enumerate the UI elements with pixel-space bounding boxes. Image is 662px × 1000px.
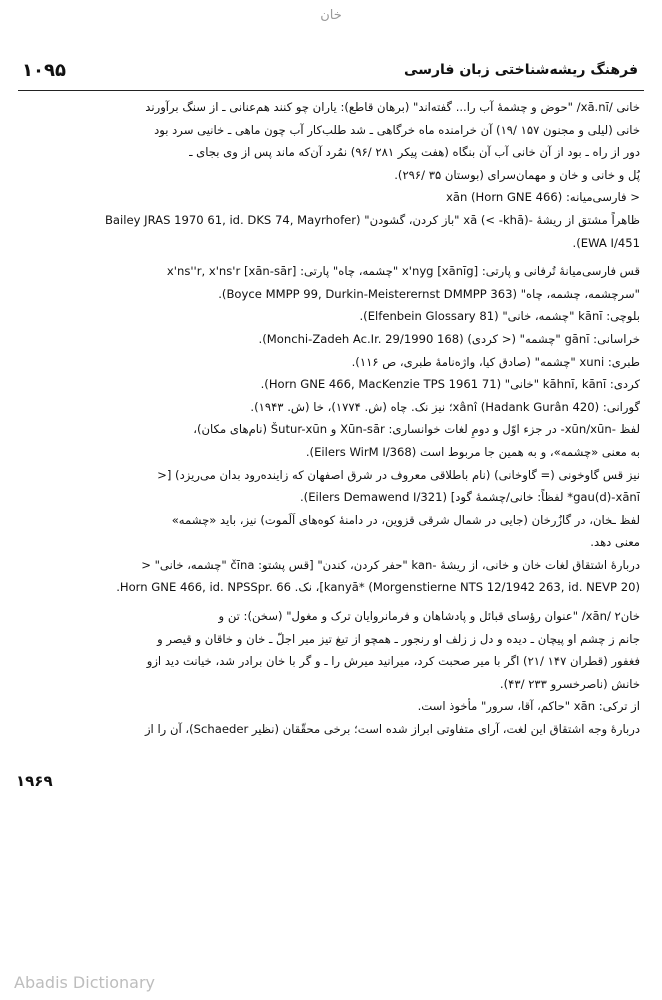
entry-line: خانی /xā.nī/ "حوض و چشمهٔ آب را... گفته‌اند" (برهان قاطع): یاران چو کنند هم‌عنانی ـ از سنگ برآورند bbox=[145, 100, 640, 114]
top-headword: خان bbox=[320, 8, 342, 23]
entry-line: خان۲ /xān/ "عنوان رؤسای قبائل و پادشاهان و فرمانروایان ترک و مغول" (سخن): تن و bbox=[218, 609, 640, 624]
entry-line: بلوچی: kānī "چشمه، خانی" (Elfenbein Glossary 81). bbox=[359, 309, 640, 324]
entry-body bbox=[20, 96, 640, 741]
page-number: ۱۰۹۵ bbox=[22, 60, 66, 81]
entry-line: خراسانی: gānī "چشمه" (< کردی) (Monchi-Zadeh Ac.Ir. 29/1990 168). bbox=[258, 331, 640, 346]
entry-line: gau(d)-xānī* لفظاً: خانی/چشمهٔ گود] (Eilers Demawend I/321). bbox=[299, 490, 640, 505]
entry-line: دور از راه ـ بود از آن خانی آب آن بنگاه (هفت پیکر ۲۸۱ /۹۶) نمُرد آن‌که ماند پس از وی بجای ـ bbox=[189, 145, 640, 160]
entry-line: از ترکی: xān "حاکم، آقا، سرور" مأخوذ است. bbox=[417, 699, 640, 714]
entry-line: کردی: kāhnī, kānī "خانی" (Horn GNE 466, MacKenzie TPS 1961 71). bbox=[260, 377, 640, 392]
entry-line: خانی (لیلی و مجنون ۱۵۷ /۱۹) آن خرامنده ماه خرگاهی ـ شد طلب‌کار آب چون ماهی ـ خانیی سرد بود bbox=[154, 122, 640, 137]
entry-line: kanyā* (Morgenstierne NTS 12/1942 263, id. NEVP 20)]، نک. Horn GNE 466, id. NPSSpr. 66. bbox=[116, 580, 640, 595]
entry-line: فغفور (قطران ۱۴۷ /۲۱) اگر با میر صحبت کرد، میرانید میرش را ـ و گر با خان برادر شد، خیانت دید ازو bbox=[146, 654, 640, 669]
entry-line: دربارهٔ وجه اشتقاق این لغت، آرای متفاوتی ابراز شده است؛ برخی محقّقان (نظیر Schaeder)، آن را از bbox=[144, 722, 640, 737]
margin-entry-number: ۱۹۶۹ bbox=[16, 772, 53, 790]
entry-line: پُل و خانی و خان و مهمان‌سرای (بوستان ۳۵ /۲۹۶). bbox=[394, 167, 640, 182]
entry-line: ظاهراً مشتق از ریشهٔ -xā (< -khā) "باز کردن، گشودن" (Bailey JRAS 1970 61, id. DKS 74, Mayrhofer bbox=[104, 212, 640, 227]
entry-line: نیز قس گاوخونی (= گاوخانی) (نام باطلاقی معروف در شرق اصفهان که زاینده‌رود بدان می‌ریزد) [< bbox=[157, 467, 640, 482]
header-rule bbox=[18, 90, 644, 91]
watermark: Abadis Dictionary bbox=[14, 973, 155, 992]
entry-line: EWA I/451). bbox=[572, 235, 640, 250]
entry-line: قس فارسی‌میانهٔ تُرفانی و پارتی: x'nyg [xānīg] "چشمه، چاه" پارتی: x'ns''r, x'ns'r [xān-sār] bbox=[166, 264, 640, 279]
entry-line: لفظ ـخان، در گازُرخان (جایی در شمال شرقی قزوین، در دامنهٔ کوه‌های اَلَموت) نیز، باید «چشمه» bbox=[171, 512, 640, 527]
entry-line: دربارهٔ اشتقاق لغات خان و خانی، از ریشهٔ -kan "حفر کردن، کندن" [قس پشتو: čīna "چشمه، خانی" < bbox=[141, 557, 640, 572]
entry-line: خانش (ناصرخسرو ۲۳۳ /۴۳). bbox=[499, 676, 640, 691]
entry-line: < فارسی‌میانه: xān (Horn GNE 466) bbox=[446, 190, 640, 205]
entry-line: معنی دهد. bbox=[590, 535, 640, 550]
entry-line: جانم ز چشم او پیچان ـ دیده و دل ز زلف او رنجور ـ همچو از تیغ تیز میر اجلّ ـ خان و خاقان و قیصر و bbox=[157, 631, 640, 646]
running-head: فرهنگ ریشه‌شناختی زبان فارسی bbox=[404, 62, 638, 78]
entry-line: "سرچشمه، چشمه، چاه" (Boyce MMPP 99, Durkin-Meisterernst DMMPP 363). bbox=[218, 286, 640, 301]
entry-line: لفظ -xūn/xūn- در جزء اوّل و دومِ لغات خوانساری: Xūn-sār و Šutur-xūn (نام‌های مکان)، bbox=[193, 422, 640, 437]
entry-line: به معنی «چشمه»، و به همین جا مربوط است (Eilers WirM I/368). bbox=[305, 444, 640, 459]
entry-line: طبری: xuni "چشمه" (صادق کیا، واژه‌نامهٔ طبری، ص ۱۱۶). bbox=[351, 354, 640, 369]
entry-line: گورانی: xânî (Hadank Gurân 420)؛ نیز نک. چاه (ش. ۱۷۷۴)، خا (ش. ۱۹۴۳). bbox=[250, 399, 640, 414]
